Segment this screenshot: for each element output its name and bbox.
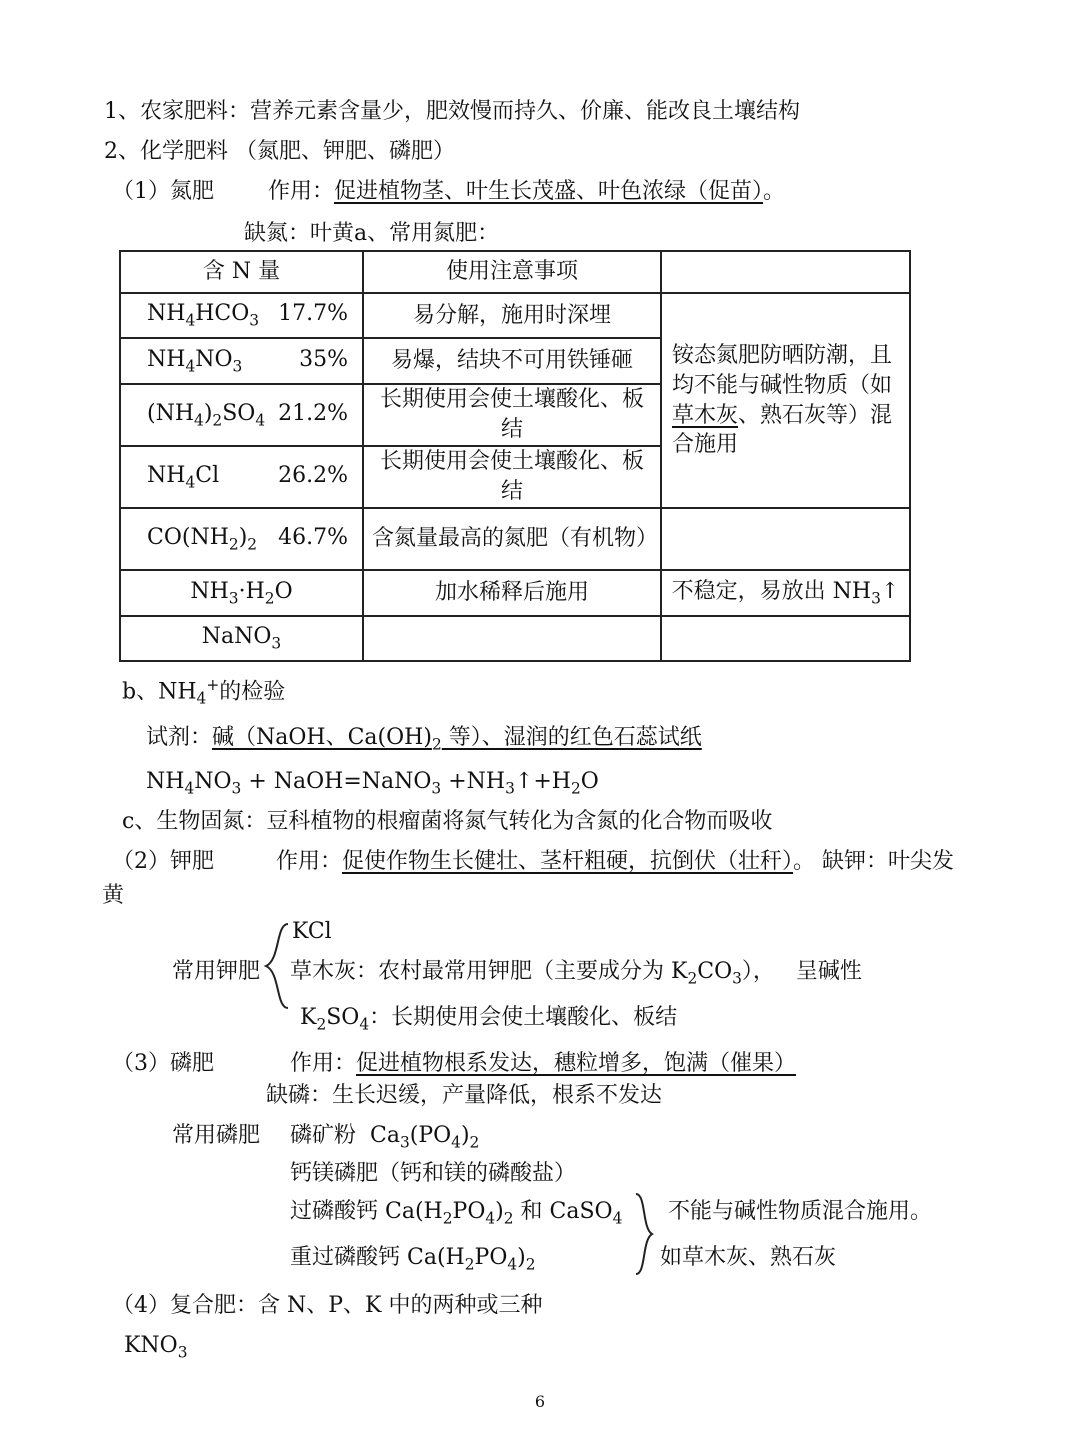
- formula-cell: NaNO$_3$: [120, 616, 363, 661]
- header-empty: [661, 251, 910, 293]
- reagent-line: [146, 724, 702, 755]
- table-row: [120, 508, 910, 570]
- potassium-effect-text: 促使作物生长健壮、茎杆粗硬，抗倒伏（壮秆）: [342, 849, 794, 874]
- page-number: 6: [534, 1392, 546, 1411]
- formula-cell: $NH_4NO_3$ 35%: [120, 338, 363, 384]
- reagent-label: 试剂：: [146, 725, 213, 750]
- phosphorus-note-1: 不能与碱性物质混合施用。: [668, 1199, 933, 1224]
- phosphorus-heading: [112, 1050, 796, 1078]
- phosphorus-item-super: 过磷酸钙 $Ca(H_2PO_4)_2$ 和 CaSO$_4$: [290, 1199, 623, 1228]
- note-cell: 易分解，施用时深埋: [363, 293, 661, 338]
- table-row: [120, 570, 910, 616]
- common-phosphorus-label: 常用磷肥: [172, 1123, 261, 1148]
- compound-fertilizer: （4）复合肥：含 N、P、K 中的两种或三种: [112, 1293, 543, 1318]
- table-header-row: [120, 251, 910, 293]
- phosphorus-title: （3）磷肥: [112, 1051, 214, 1076]
- nitrogen-effect-text: 促进植物茎、叶生长茂盛、叶色浓绿（促苗）: [334, 179, 764, 204]
- formula-cell: $CO(NH_2)_2$ 46.7%: [120, 508, 363, 570]
- note-cell: 易爆，结块不可用铁锤砸: [363, 338, 661, 384]
- potassium-item-sulfate: $K_2SO_4$：长期使用会使土壤酸化、板结: [300, 1005, 678, 1034]
- note-cell: [363, 616, 661, 661]
- table-row: [120, 616, 910, 661]
- phosphorus-note-2: 如草木灰、熟石灰: [660, 1245, 837, 1270]
- phosphorus-deficiency: 缺磷：生长迟缓，产量降低，根系不发达: [266, 1083, 663, 1108]
- note-cell: 长期使用会使土壤酸化、板结: [363, 384, 661, 446]
- biological-nitrogen-fixation: c、生物固氮：豆科植物的根瘤菌将氮气转化为含氮的化合物而吸收: [122, 809, 773, 834]
- common-potassium-label: 常用钾肥: [172, 959, 261, 984]
- phosphorus-brace-icon: [632, 1190, 656, 1278]
- formula-cell: $NH_4HCO_3$ 17.7%: [120, 293, 363, 338]
- extra-cell: 不稳定，易放出 $NH_3↑$: [661, 570, 910, 616]
- potassium-item-ash: 草木灰：农村最常用钾肥（主要成分为 $K_2CO_3$）， 呈碱性: [290, 959, 862, 988]
- formula-cell: $NH_3\cdot H_2O$: [120, 570, 363, 616]
- compound-kno3: $KNO_3$: [124, 1333, 188, 1362]
- note-cell: 长期使用会使土壤酸化、板结: [363, 446, 661, 508]
- nitrogen-title: （1）氮肥: [112, 179, 214, 204]
- phosphorus-item-rock: 磷矿粉 $Ca_3(PO_4)_2$: [290, 1123, 480, 1152]
- nitrogen-deficiency: 缺氮：叶黄a、常用氮肥：: [244, 221, 500, 246]
- potassium-brace-icon: [262, 920, 292, 1012]
- header-notes: 使用注意事项: [363, 251, 661, 293]
- phosphorus-effect-text: 促进植物根系发达，穗粒增多，饱满（催果）: [356, 1051, 797, 1076]
- phosphorus-effect-label: 作用：: [290, 1051, 357, 1076]
- nitrogen-heading: [112, 178, 785, 206]
- potassium-deficiency-cont: 黄: [102, 883, 125, 908]
- nitrogen-effect-end: 。: [763, 179, 786, 204]
- empty-cell: [661, 508, 910, 570]
- reagent-text: 碱（NaOH、$Ca(OH)_2$ 等）、湿润的红色石蕊试纸: [212, 725, 702, 754]
- phosphorus-item-camg: 钙镁磷肥（钙和镁的磷酸盐）: [290, 1161, 577, 1186]
- potassium-deficiency: 。 缺钾：叶尖发: [793, 849, 955, 874]
- empty-cell: [661, 616, 910, 661]
- note-cell: 含氮量最高的氮肥（有机物）: [363, 508, 661, 570]
- ammonium-warning-cell: 铵态氮肥防晒防潮，且均不能与碱性物质（如草木灰、熟石灰等）混合施用: [661, 293, 910, 508]
- potassium-title: （2）钾肥: [112, 849, 214, 874]
- potassium-effect-label: 作用：: [276, 849, 343, 874]
- header-n-content: 含 N 量: [120, 251, 363, 293]
- ammonium-test-heading: b、$NH_4^+$的检验: [122, 676, 286, 708]
- table-row: [120, 293, 910, 338]
- phosphorus-item-triple: 重过磷酸钙 $Ca(H_2PO_4)_2$: [290, 1245, 536, 1274]
- nitrogen-effect-label: 作用：: [268, 179, 335, 204]
- nitrogen-fertilizer-table: [119, 250, 911, 662]
- line-chemical-fertilizer: 2、化学肥料 （氮肥、钾肥、磷肥）: [104, 139, 455, 164]
- reaction-equation: $NH_4NO_3$ + NaOH=NaNO$_3$ $+NH_3↑+H_2O$: [146, 769, 599, 798]
- formula-cell: $(NH_4)_2SO_4$ 21.2%: [120, 384, 363, 446]
- potassium-heading: [112, 848, 954, 876]
- line-farm-fertilizer: 1、农家肥料：营养元素含量少，肥效慢而持久、价廉、能改良土壤结构: [104, 99, 800, 124]
- formula-cell: $NH_4Cl$ 26.2%: [120, 446, 363, 508]
- note-cell: 加水稀释后施用: [363, 570, 661, 616]
- potassium-item-kcl: KCl: [292, 919, 332, 944]
